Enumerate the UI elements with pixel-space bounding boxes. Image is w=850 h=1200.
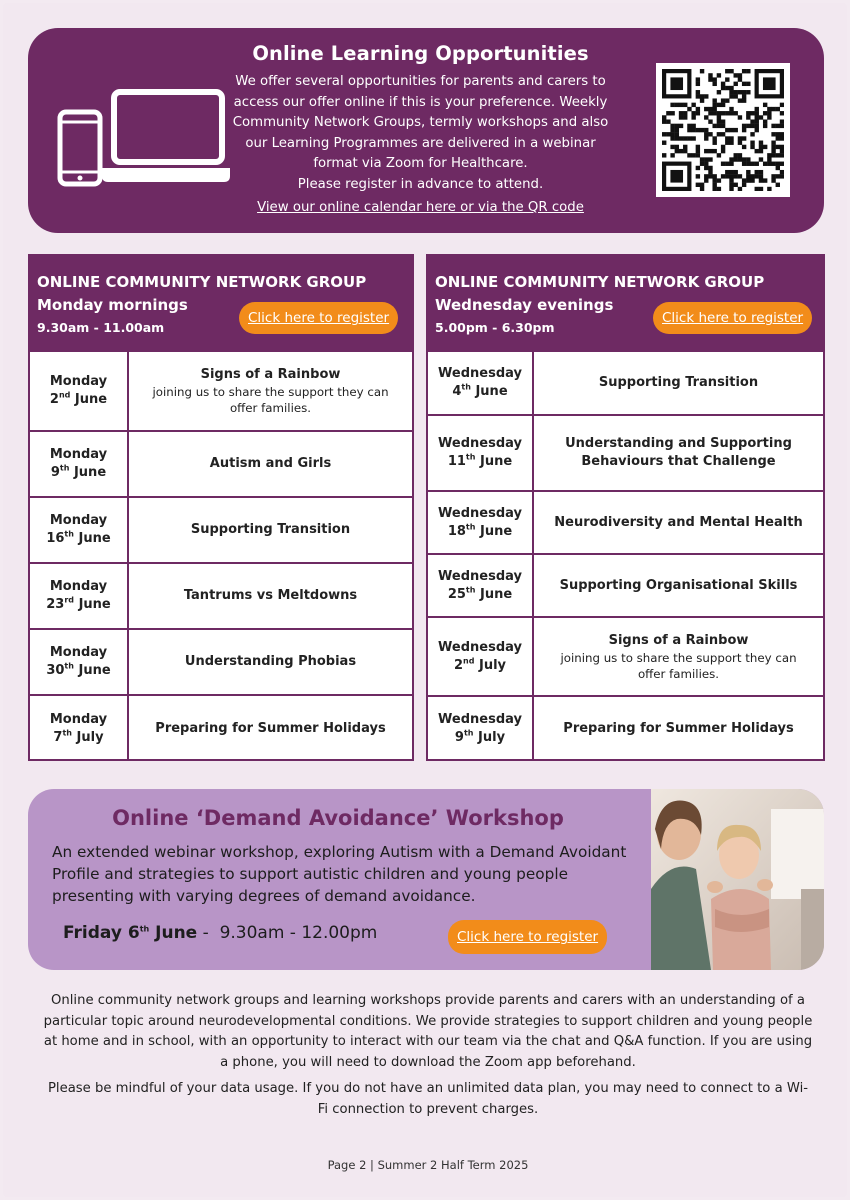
session-topic: [534, 492, 823, 553]
session-month: June: [78, 663, 111, 678]
session-date-suffix: th: [465, 585, 476, 595]
workshop-date-time: Friday 6th June - 9.30am - 12.00pm: [63, 923, 378, 943]
monday-register-button[interactable]: Click here to register: [239, 302, 398, 334]
session-row: [428, 490, 823, 553]
session-date-suffix: nd: [58, 390, 71, 400]
monday-group-header: [30, 256, 412, 350]
session-topic: [129, 696, 412, 761]
session-title: Understanding and Supporting Behaviours that Challenge: [565, 436, 792, 469]
session-topic: [129, 352, 412, 430]
wednesday-register-button[interactable]: Click here to register: [653, 302, 812, 334]
session-date-suffix: th: [461, 382, 471, 392]
session-title: Autism and Girls: [209, 456, 332, 471]
session-day-month: [50, 391, 107, 409]
session-date: [30, 432, 129, 496]
session-row: [428, 695, 823, 761]
wednesday-group-day: Wednesday evenings: [435, 296, 614, 314]
parent-child-photo: [651, 789, 824, 970]
session-day: Wednesday: [438, 366, 522, 381]
session-day: Wednesday: [438, 436, 522, 451]
session-row: [30, 562, 412, 628]
session-row: [428, 350, 823, 414]
demand-avoidance-workshop: [28, 789, 824, 970]
session-date-suffix: rd: [64, 595, 75, 605]
session-date-number: 2: [453, 657, 464, 673]
session-date: [428, 416, 534, 490]
session-day-month: [452, 383, 507, 401]
session-day: Wednesday: [438, 639, 522, 655]
session-date-suffix: th: [465, 522, 476, 532]
session-title: Understanding Phobias: [184, 654, 357, 669]
session-date: [428, 352, 534, 414]
session-month: July: [76, 729, 104, 745]
session-date-suffix: th: [59, 463, 70, 473]
session-title: Supporting Transition: [598, 375, 759, 390]
banner-title: Online Learning Opportunities: [252, 42, 589, 65]
session-day: Monday: [49, 579, 108, 594]
workshop-description: An extended webinar workshop, exploring Autism with a Demand Avoidant Profile and strategies to support autistic children and young people presenting with varying degrees of demand avoidance.: [52, 843, 627, 905]
session-date: [428, 555, 534, 616]
session-row: [428, 553, 823, 616]
session-day: Monday: [49, 513, 108, 528]
qr-code[interactable]: [656, 63, 790, 197]
monday-group-time: 9.30am - 11.00am: [37, 320, 165, 335]
wednesday-group-title: ONLINE COMMUNITY NETWORK GROUP: [435, 273, 765, 291]
session-day-month: [454, 657, 506, 675]
session-title: Neurodiversity and Mental Health: [554, 514, 803, 530]
session-title: Tantrums vs Meltdowns: [183, 588, 358, 603]
session-date-suffix: th: [64, 529, 74, 539]
session-day-month: [46, 530, 110, 548]
monday-group-day: Monday mornings: [37, 296, 188, 314]
session-row: [30, 694, 412, 761]
session-month: June: [73, 465, 107, 480]
session-day: Wednesday: [438, 568, 522, 584]
session-row: [30, 350, 412, 430]
session-topic: [129, 498, 412, 562]
session-topic: [534, 555, 823, 616]
monday-group-title: ONLINE COMMUNITY NETWORK GROUP: [37, 273, 367, 291]
session-topic: [129, 630, 412, 694]
banner-intro-text: We offer several opportunities for parents and carers to access our offer online if this is your preference. Weekly Community Network Groups, termly workshops and also our Learning Programmes are delivered in a webinar format via Zoom for Healthcare.: [232, 74, 609, 171]
session-date-suffix: nd: [463, 656, 475, 666]
session-date-number: 2: [49, 392, 59, 407]
session-row: [30, 496, 412, 562]
session-title: Signs of a Rainbow: [608, 632, 749, 648]
session-topic: [129, 564, 412, 628]
session-date: [428, 492, 534, 553]
session-date-number: 18: [447, 523, 466, 539]
online-learning-banner: [28, 28, 824, 233]
session-date-suffix: th: [463, 728, 474, 738]
session-day: Monday: [49, 645, 108, 660]
session-date: [30, 564, 129, 628]
online-calendar-link[interactable]: View our online calendar here or via the QR code: [257, 200, 584, 215]
session-day: Monday: [49, 447, 108, 462]
session-date: [30, 696, 129, 761]
footer-paragraph-1: Online community network groups and learning workshops provide parents and carers with an understanding of a particular topic around neurodevelopmental conditions. We provide strategies to support children and young people at home and in school, with an opportunity to interact with our team via the chat and Q&A function. If you are using a phone, you will need to download the Zoom app beforehand.: [43, 993, 813, 1070]
wednesday-session-list: [428, 350, 823, 759]
session-date-number: 30: [46, 663, 65, 678]
session-month: June: [475, 384, 508, 399]
session-date: [428, 618, 534, 695]
session-date: [30, 498, 129, 562]
wednesday-group-time: 5.00pm - 6.30pm: [435, 320, 555, 335]
page: [3, 3, 847, 1197]
session-date: [30, 630, 129, 694]
session-title: Signs of a Rainbow: [200, 367, 341, 382]
session-month: June: [78, 531, 111, 546]
monday-session-list: [30, 350, 412, 759]
session-date-number: 7: [53, 729, 63, 745]
session-date-number: 4: [452, 384, 462, 399]
session-day-month: [455, 729, 505, 747]
session-date-suffix: th: [465, 452, 476, 462]
session-month: June: [74, 392, 108, 407]
workshop-date: Friday 6: [63, 923, 140, 943]
session-topic: [534, 697, 823, 761]
session-day-month: [51, 464, 106, 482]
session-date: [428, 697, 534, 761]
session-topic: [534, 352, 823, 414]
session-topic: [534, 416, 823, 490]
session-date-number: 25: [447, 586, 466, 602]
footer-paragraph-2: Please be mindful of your data usage. If you do not have an unlimited data plan, you may need to connect to a Wi-Fi connection to prevent charges.: [47, 1081, 809, 1117]
session-day: Wednesday: [438, 505, 522, 521]
session-row: [428, 616, 823, 695]
session-row: [428, 414, 823, 490]
session-subtitle: joining us to share the support they can offer families.: [152, 385, 389, 415]
monday-group-panel: [28, 254, 414, 761]
session-date-number: 9: [454, 730, 464, 745]
session-date-number: 16: [46, 531, 65, 546]
session-row: [30, 430, 412, 496]
banner-register-note: Please register in advance to attend.: [297, 176, 544, 192]
workshop-date-suffix: th: [139, 924, 150, 934]
session-month: July: [478, 657, 507, 673]
session-row: [30, 628, 412, 694]
session-date-number: 11: [447, 454, 466, 469]
session-day: Monday: [49, 711, 108, 727]
page-number: Page 2 | Summer 2 Half Term 2025: [327, 1158, 529, 1172]
session-date-suffix: th: [62, 728, 72, 738]
workshop-title: Online ‘Demand Avoidance’ Workshop: [112, 806, 564, 830]
session-month: July: [478, 730, 506, 745]
session-subtitle: joining us to share the support they can offer families.: [560, 650, 797, 681]
devices-icon: [56, 86, 232, 206]
banner-intro: [224, 72, 617, 195]
session-month: June: [479, 586, 513, 602]
session-title: Supporting Organisational Skills: [559, 577, 798, 593]
session-day-month: [53, 729, 103, 747]
session-topic: [534, 618, 823, 695]
session-title: Preparing for Summer Holidays: [155, 720, 386, 736]
wednesday-group-panel: [426, 254, 825, 761]
session-date-number: 9: [50, 465, 60, 480]
workshop-month: June: [149, 923, 198, 943]
session-day-month: [46, 662, 110, 680]
session-month: June: [78, 597, 111, 612]
session-month: June: [479, 523, 513, 539]
workshop-time: 9.30am - 12.00pm: [219, 923, 378, 943]
session-day-month: [448, 523, 512, 541]
session-day: Monday: [49, 374, 108, 389]
session-day: Wednesday: [438, 712, 522, 727]
session-day-month: [448, 586, 512, 604]
session-date-suffix: th: [64, 661, 74, 671]
session-date-number: 23: [46, 597, 65, 612]
session-title: Supporting Transition: [190, 522, 351, 537]
workshop-register-button[interactable]: Click here to register: [448, 920, 607, 954]
qr-code-icon: [662, 69, 784, 191]
session-day-month: [46, 596, 110, 614]
session-month: June: [479, 454, 513, 469]
session-day-month: [448, 453, 512, 471]
wednesday-group-header: [428, 256, 823, 350]
session-date: [30, 352, 129, 430]
session-title: Preparing for Summer Holidays: [563, 721, 794, 736]
session-topic: [129, 432, 412, 496]
